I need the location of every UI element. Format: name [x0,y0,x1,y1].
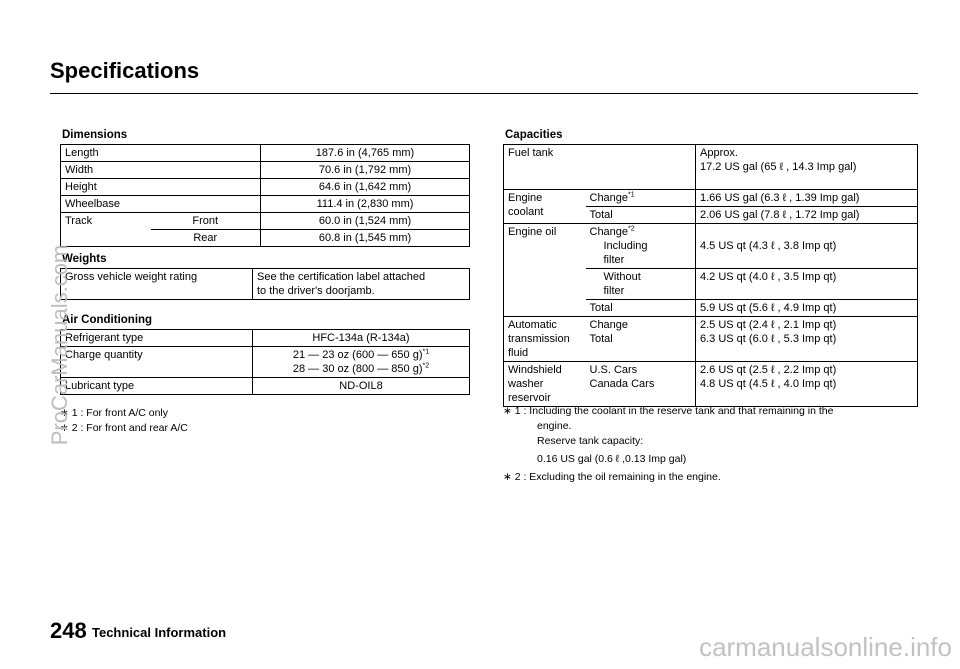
row-sub: Rear [151,230,261,247]
oil-label: Engine oil [504,224,586,317]
dimensions-section [60,128,470,247]
air-conditioning-title: Air Conditioning [62,314,153,326]
row-label: Wheelbase [61,196,151,213]
table-row [61,162,470,179]
side-watermark: ProCarManuals.com [47,244,72,446]
washer-us: U.S. Cars [589,364,638,376]
coolant-total-value: 2.06 US gal (7.8 ℓ , 1.72 Imp gal) [696,207,918,224]
row-value: 60.8 in (1,545 mm) [261,230,470,247]
table-row [504,317,918,362]
row-value: 64.6 in (1,642 mm) [261,179,470,196]
dimensions-table [60,144,470,247]
washer-label [504,362,586,407]
table-row [504,362,918,407]
oil-total-value: 5.9 US qt (5.6 ℓ , 4.9 Imp qt) [696,300,918,317]
air-conditioning-section [60,313,470,395]
atf-label [504,317,586,362]
row-value: 187.6 in (4,765 mm) [261,145,470,162]
atf-total: Total [589,333,613,345]
oil-total: Total [586,300,696,317]
row-label: Track [61,213,151,230]
washer-label-3: reservoir [508,392,551,404]
fuel-value-2: 17.2 US gal (65 ℓ , 14.3 Imp gal) [700,161,857,173]
charge-value-1: 21 — 23 oz (600 — 650 g) [292,349,423,361]
row-label: Width [61,162,151,179]
coolant-label-2: coolant [508,206,544,218]
capacities-section [503,128,918,407]
weights-title: Weights [62,253,107,265]
row-label [61,230,151,247]
row-value: 111.4 in (2,830 mm) [261,196,470,213]
oil-without-1: Without [603,271,641,283]
capacities-footnotes [503,404,833,485]
fuel-value [696,145,918,190]
cap-footnote-1-line4: 0.16 US gal (0.6 ℓ ,0.13 Imp gal) [537,453,687,465]
atf-label-2: transmission [508,333,570,345]
air-conditioning-table [60,329,470,395]
bottom-watermark: carmanualsonline.info [699,632,952,662]
table-row [504,190,918,207]
row-sub [151,196,261,213]
washer-value [696,362,918,407]
fuel-label: Fuel tank [504,145,696,190]
coolant-label [504,190,586,224]
oil-without-value: 4.2 US qt (4.0 ℓ , 3.5 Imp qt) [696,269,918,300]
row-value: 60.0 in (1,524 mm) [261,213,470,230]
refrigerant-value: HFC-134a (R-134a) [253,330,470,347]
atf-change-value: 2.5 US qt (2.4 ℓ , 2.1 Imp qt) [700,319,837,331]
table-row [61,230,470,247]
row-value: 70.6 in (1,792 mm) [261,162,470,179]
cap-footnote-1-line3: Reserve tank capacity: [537,435,644,447]
washer-us-value: 2.6 US qt (2.5 ℓ , 2.2 Imp qt) [700,364,837,376]
atf-value [696,317,918,362]
page-title: Specifications [50,58,200,83]
oil-change-mark: *2 [628,225,635,233]
row-sub [151,145,261,162]
table-row [61,269,470,300]
cap-footnote-1-line1: ∗ 1 : Including the coolant in the reserve tank and that remaining in the [503,405,834,417]
table-row [61,145,470,162]
oil-change: Change [589,226,629,238]
cap-footnote-1-line2: engine. [537,420,572,432]
charge-mark-2: *2 [422,362,430,370]
weights-value-line2: to the driver's doorjamb. [257,285,375,297]
coolant-change-value: 1.66 US gal (6.3 ℓ , 1.39 Imp gal) [696,190,918,207]
table-row [504,224,918,269]
oil-without-2: filter [603,285,625,297]
atf-sub [586,317,696,362]
washer-canada: Canada Cars [589,378,655,390]
ac-footnotes [60,406,188,436]
lubricant-label: Lubricant type [61,378,253,395]
weights-table [60,268,470,300]
table-row [61,213,470,230]
table-row [61,179,470,196]
atf-change: Change [589,319,629,331]
page-section-label: Technical Information [92,625,227,640]
table-row [61,378,470,395]
oil-including-2: filter [603,254,625,266]
washer-sub [586,362,696,407]
lubricant-value: ND-OIL8 [253,378,470,395]
coolant-change: Change$^{*1}$ [586,190,696,207]
ac-footnote-2: ∗ 2 : For front and rear A/C [60,422,188,434]
title-rule [50,93,918,94]
row-sub [151,162,261,179]
atf-total-value: 6.3 US qt (6.0 ℓ , 5.3 Imp qt) [700,333,837,345]
coolant-change-mark: *1 [628,191,635,199]
coolant-total: Total [586,207,696,224]
washer-label-1: Windshield [508,364,562,376]
table-row [61,347,470,378]
row-sub: Front [151,213,261,230]
row-label: Height [61,179,151,196]
table-row [61,330,470,347]
ac-footnote-1: ∗ 1 : For front A/C only [60,407,169,419]
capacities-title: Capacities [505,129,563,141]
charge-value-2: 28 — 30 oz (800 — 850 g) [292,363,423,375]
capacities-table [503,144,918,407]
charge-label: Charge quantity [61,347,253,378]
fuel-value-1: Approx. [700,147,738,159]
cap-footnote-2: ∗ 2 : Excluding the oil remaining in the engine. [503,471,721,483]
washer-label-2: washer [508,378,544,390]
charge-value [253,347,470,378]
atf-label-3: fluid [508,347,529,359]
weights-value [253,269,470,300]
row-label: Length [61,145,151,162]
row-sub [151,179,261,196]
table-row [61,196,470,213]
weights-section [60,252,470,300]
oil-change-including [586,224,696,269]
refrigerant-label: Refrigerant type [61,330,253,347]
coolant-label-1: Engine [508,192,543,204]
oil-including-value: 4.5 US qt (4.3 ℓ , 3.8 Imp qt) [696,224,918,269]
table-row [504,145,918,190]
weights-value-line1: See the certification label attached [257,271,426,283]
oil-without [586,269,696,300]
washer-canada-value: 4.8 US qt (4.5 ℓ , 4.0 Imp qt) [700,378,837,390]
charge-mark-1: *1 [422,348,430,356]
page-number: 248 [50,618,87,643]
weights-label: Gross vehicle weight rating [61,269,253,300]
dimensions-title: Dimensions [62,129,128,141]
oil-including-1: Including [603,240,648,252]
atf-label-1: Automatic [508,319,557,331]
